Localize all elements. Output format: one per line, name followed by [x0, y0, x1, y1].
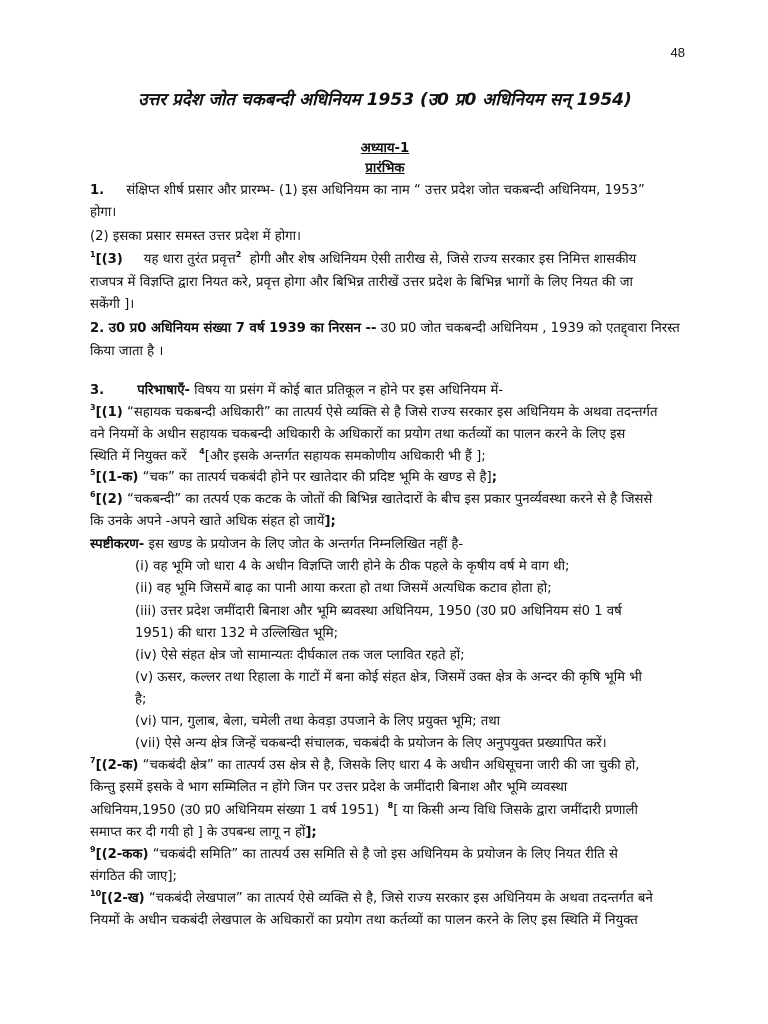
clause-text: अधिनियम,1950 (उ0 प्र0 अधिनियम संख्या 1 वर्ष 1951) [90, 803, 388, 818]
clause-mark: [(2-कक) [95, 847, 149, 862]
exclusion-ii: (ii) वह भूमि जिसमें बाढ़ का पानी आया करता हो तथा जिसमें अत्यधिक कटाव होता हो; [135, 581, 552, 596]
footnote-ref: 5 [90, 468, 96, 477]
footnote-ref: 2 [235, 250, 242, 259]
clause-text: “सहायक चकबन्दी अधिकारी” का तात्पर्य ऐसे व्यक्ति से है जिसे राज्य सरकार इस अधिनियम के अथवा तदन्तर्गत [122, 405, 658, 420]
section-text: संक्षिप्त शीर्ष प्रसार और प्रारम्भ- (1) इस अधिनियम का नाम “ उत्तर प्रदेश जोत चकबन्दी अधिनियम, 1953” [126, 183, 645, 198]
section-number: 3. [90, 383, 105, 398]
definition-2kaka-line-1 [90, 844, 680, 866]
clause-end: ]; [305, 825, 317, 840]
document-title: उत्तर प्रदेश जोत चकबन्दी अधिनियम 1953 (उ0 प्र0 अधिनियम सन् 1954) [138, 90, 632, 110]
footnote-ref: 7 [90, 756, 96, 765]
chapter-heading: अध्याय-1 [360, 141, 410, 156]
clause-end: ; [491, 470, 497, 485]
definition-2kha-line-1 [90, 888, 680, 910]
clause-mark: [(1-क) [95, 470, 139, 485]
definition-2-line-2 [90, 511, 680, 533]
clause-text: [और इसके अन्तर्गत सहायक समकोणीय अधिकारी भी हैं ]; [204, 449, 486, 464]
section-text: उ0 प्र0 जोत चकबन्दी अधिनियम , 1939 को एतद्द्वारा निरस्त [376, 321, 680, 336]
clause-text: “चकबंदी समिति” का तात्पर्य उस समिति से है जो इस अधिनियम के प्रयोजन के लिए नियत रीति से [148, 847, 618, 862]
clause-mark: [(2-ख) [101, 891, 145, 906]
definitions-heading: परिभाषाएँ- [137, 383, 190, 398]
footnote-ref: 8 [387, 801, 394, 810]
definition-2ka-line-1 [90, 755, 680, 777]
clause-text: “चकबंदी लेखपाल” का तात्पर्य ऐसे व्यक्ति से है, जिसे राज्य सरकार इस अधिनियम के अथवा तदन्तर्गत बने [144, 891, 653, 906]
definition-1-line-3 [90, 446, 680, 468]
clause-text: “चक” का तात्पर्य चकबंदी होने पर खातेदार की प्रदिष्ट भूमि के खण्ड से है] [138, 470, 492, 485]
definition-2kaka-line-2: संगठित की जाए]; [90, 869, 177, 884]
definition-2ka-line-4 [90, 822, 680, 844]
definition-1ka [90, 467, 680, 489]
definition-2kha-line-2: नियमों के अधीन चकबंदी लेखपाल के अधिकारों का प्रयोग तथा कर्तव्यों का पालन करने के लिए इस स्थिति में नियुक्त [90, 913, 638, 928]
section-3-heading-line [90, 380, 680, 402]
exclusion-vi: (vi) पान, गुलाब, बेला, चमेली तथा केवड़ा उपजाने के लिए प्रयुक्त भूमि; तथा [135, 714, 501, 729]
clause-text: यह धारा तुरंत प्रवृत्त [122, 252, 236, 267]
definition-1-line-1 [90, 402, 680, 424]
footnote-ref: 6 [90, 490, 96, 499]
explanation-heading: स्पष्टीकरण- [90, 537, 145, 552]
exclusion-i: (i) वह भूमि जो धारा 4 के अधीन विज्ञप्ति जारी होने के ठीक पहले के कृषीय वर्ष मे वाग थी; [135, 559, 570, 574]
clause-text: इस खण्ड के प्रयोजन के लिए जोत के अन्तर्गत निम्नलिखित नहीं है- [144, 537, 464, 552]
clause-mark: [(2) [95, 492, 123, 507]
section-1-line-5: राजपत्र में विज्ञप्ति द्वारा नियत करे, प्रवृत्त होगा और बिभिन्न तारीखें उत्तर प्रदेश के बिभिन्न भागों के लिए नियत की जा [90, 275, 633, 290]
footnote-ref: 10 [90, 889, 102, 898]
section-2-line-1 [90, 318, 680, 340]
exclusion-vii: (vii) ऐसे अन्य क्षेत्र जिन्हें चकबन्दी संचालक, चकबंदी के प्रयोजन के लिए अनुपयुक्त प्रख्यापित करें। [135, 736, 607, 751]
exclusion-iii-line-1: (iii) उत्तर प्रदेश जमींदारी बिनाश और भूमि ब्यवस्था अधिनियम, 1950 (उ0 प्र0 अधिनियम सं0 1 वर्ष [135, 604, 622, 619]
footnote-ref: 4 [199, 447, 205, 456]
section-1-subsection-2: (2) इसका प्रसार समस्त उत्तर प्रदेश में होगा। [90, 229, 301, 244]
section-1-line-2: होगा। [90, 205, 117, 220]
footnote-ref: 9 [90, 845, 96, 854]
clause-text: कि उनके अपने -अपने खाते अधिक संहत हो जायें [90, 514, 325, 529]
clause-text: “चकबन्दी” का तत्पर्य एक कटक के जोतों की बिभिन्न खातेदारों के बीच इस प्रकार पुनर्व्यवस्था करने से है जिससे [122, 492, 653, 507]
clause-text: होगी और शेष अधिनियम ऐसी तारीख से, जिसे राज्य सरकार इस निमित्त शासकीय [241, 252, 637, 267]
page-number: 48 [670, 45, 685, 60]
section-2-line-2: किया जाता है । [90, 344, 164, 359]
definition-2-line-1 [90, 489, 680, 511]
section-text: विषय या प्रसंग में कोई बात प्रतिकूल न होने पर इस अधिनियम में- [189, 383, 504, 398]
section-2-heading: 2. उ0 प्र0 अधिनियम संख्या 7 वर्ष 1939 का निरसन -- [90, 321, 377, 336]
clause-text: “चकबंदी क्षेत्र” का तात्पर्य उस क्षेत्र से है, जिसके लिए धारा 4 के अधीन अधिसूचना जारी की जा चुकी हो, [138, 758, 640, 773]
section-1-subsection-3 [90, 249, 680, 271]
section-1-line-1 [90, 180, 680, 202]
exclusion-v-line-2: है; [135, 692, 147, 707]
clause-mark: [(2-क) [95, 758, 139, 773]
section-1-line-6: सकेंगी ]। [90, 297, 135, 312]
footnote-ref: 1 [90, 250, 96, 259]
definition-2ka-line-2: किन्तु इसमें इसके वे भाग सम्मिलित न होंगे जिन पर उत्तर प्रदेश के जमींदारी बिनाश और भूमि व्यवस्था [90, 780, 568, 795]
clause-mark: [(3) [95, 252, 123, 267]
exclusion-iv: (iv) ऐसे संहत क्षेत्र जो सामान्यतः दीर्घकाल तक जल प्लावित रहते हों; [135, 648, 465, 663]
clause-text: स्थिति में नियुक्त करें [90, 449, 200, 464]
clause-end: ]; [324, 514, 336, 529]
definition-1-line-2: वने नियमों के अधीन सहायक चकबन्दी अधिकारी के अधिकारों का प्रयोग तथा कर्तव्यों का पालन करने के लिए इस [90, 427, 626, 442]
explanation-line [90, 534, 680, 556]
section-number: 1. [90, 183, 105, 198]
exclusion-v-line-1: (v) ऊसर, कल्लर तथा रिहाला के गाटों में बना कोई संहत क्षेत्र, जिसमें उक्त क्षेत्र के अन्दर की कृषि भूमि भी [135, 670, 642, 685]
chapter-subheading: प्रारंभिक [365, 161, 405, 176]
clause-mark: [(1) [95, 405, 123, 420]
clause-text: समाप्त कर दी गयी हो ] के उपबन्ध लागू न हों [90, 825, 306, 840]
footnote-ref: 3 [90, 403, 96, 412]
exclusion-iii-line-2: 1951) की धारा 132 मे उल्लिखित भूमि; [135, 626, 339, 641]
definition-2ka-line-3 [90, 800, 680, 822]
clause-text: [ या किसी अन्य विधि जिसके द्वारा जमींदारी प्रणाली [393, 803, 638, 818]
